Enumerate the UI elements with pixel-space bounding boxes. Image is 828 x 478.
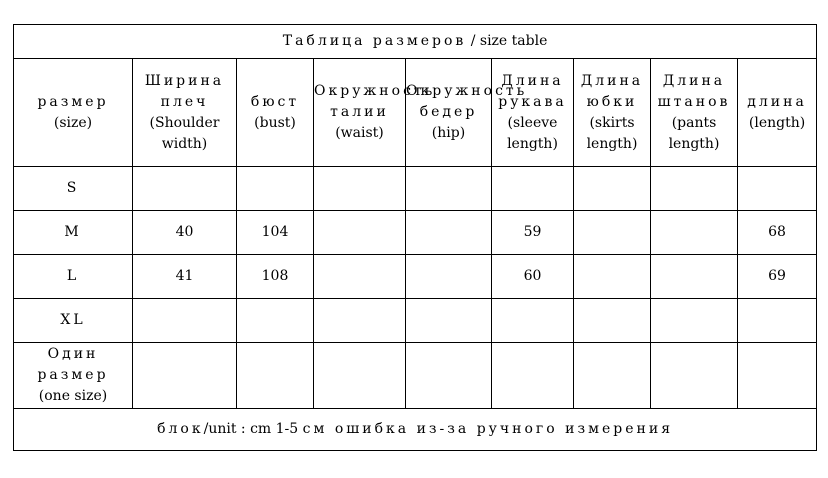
bust-cell: 108 (237, 255, 314, 299)
shoulder-cell (133, 167, 237, 211)
title-row (14, 25, 817, 59)
size-table (13, 24, 817, 451)
header-waist (314, 59, 436, 167)
hip-cell (406, 343, 492, 409)
header-hip-en: (hip) (431, 125, 466, 141)
hip-cell (406, 255, 492, 299)
header-bust-ru: бюст (250, 93, 300, 110)
hip-cell (406, 167, 492, 211)
size-cell (14, 255, 133, 299)
skirt-cell (574, 167, 651, 211)
waist-cell (314, 343, 406, 409)
header-sleeve-en: (sleeve length) (507, 114, 558, 152)
size-cell (14, 211, 133, 255)
measurement-note (14, 409, 817, 451)
length-cell (738, 167, 817, 211)
header-length-ru: длина (747, 93, 807, 110)
note-unit-en: /unit : cm 1-5 (203, 421, 303, 437)
table-title-ru: Таблица размеров (282, 33, 467, 49)
note-error-ru: см ошибка из-за ручного измерения (302, 421, 674, 437)
header-bust (237, 59, 314, 167)
header-length (738, 59, 817, 167)
header-waist-en: (waist) (335, 125, 384, 141)
size-value: L (66, 268, 80, 284)
shoulder-cell: 40 (133, 211, 237, 255)
bust-cell (237, 343, 314, 409)
table-row (14, 343, 817, 409)
header-size-ru: размер (37, 93, 109, 110)
length-cell (738, 299, 817, 343)
size-value: S (66, 180, 80, 196)
waist-cell (314, 255, 406, 299)
sleeve-cell: 60 (492, 255, 574, 299)
header-row (14, 59, 817, 167)
table-row (14, 167, 817, 211)
bust-cell (237, 299, 314, 343)
header-pants-en: (pants length) (668, 114, 720, 152)
size-value: Один размер (37, 346, 109, 383)
header-length-en: (length) (748, 114, 806, 131)
size-cell (14, 343, 133, 409)
length-cell (738, 343, 817, 409)
sleeve-cell (492, 167, 574, 211)
header-pants (651, 59, 738, 167)
skirt-cell (574, 211, 651, 255)
shoulder-cell: 41 (133, 255, 237, 299)
sleeve-cell: 59 (492, 211, 574, 255)
note-unit-ru: блок (157, 421, 204, 437)
size-cell (14, 167, 133, 211)
header-shoulder-en: (Shoulder width) (149, 114, 220, 152)
header-waist-ru: Окружность талии (314, 83, 436, 120)
header-skirt-en: (skirts length) (586, 114, 638, 152)
pants-cell (651, 167, 738, 211)
pants-cell (651, 255, 738, 299)
skirt-cell (574, 299, 651, 343)
table-row (14, 211, 817, 255)
sleeve-cell (492, 299, 574, 343)
header-shoulder-ru: Ширина плеч (144, 72, 225, 110)
table-title (14, 25, 817, 59)
skirt-cell (574, 343, 651, 409)
header-pants-ru: Длина штанов (657, 72, 731, 110)
header-size (14, 59, 133, 167)
hip-cell (406, 211, 492, 255)
header-hip-ru: Окружность бедер (406, 83, 528, 120)
shoulder-cell (133, 343, 237, 409)
header-shoulder (133, 59, 237, 167)
table-row (14, 255, 817, 299)
header-skirt (574, 59, 651, 167)
hip-cell (406, 299, 492, 343)
bust-cell: 104 (237, 211, 314, 255)
header-skirt-ru: Длина юбки (580, 72, 644, 110)
header-sleeve-ru: Длина рукава (498, 72, 567, 110)
header-sleeve (492, 59, 574, 167)
footer-row (14, 409, 817, 451)
pants-cell (651, 211, 738, 255)
header-bust-en: (bust) (254, 114, 296, 131)
table-row (14, 299, 817, 343)
waist-cell (314, 299, 406, 343)
shoulder-cell (133, 299, 237, 343)
bust-cell (237, 167, 314, 211)
size-value: M (64, 224, 82, 240)
header-hip (406, 59, 528, 167)
size-value-en: (one size) (38, 388, 108, 404)
header-size-en: (size) (53, 114, 93, 131)
waist-cell (314, 167, 406, 211)
waist-cell (314, 211, 406, 255)
size-cell (14, 299, 133, 343)
sleeve-cell (492, 343, 574, 409)
length-cell: 68 (738, 211, 817, 255)
pants-cell (651, 343, 738, 409)
pants-cell (651, 299, 738, 343)
size-value: XL (60, 312, 86, 328)
length-cell: 69 (738, 255, 817, 299)
skirt-cell (574, 255, 651, 299)
table-title-en: / size table (466, 33, 548, 49)
